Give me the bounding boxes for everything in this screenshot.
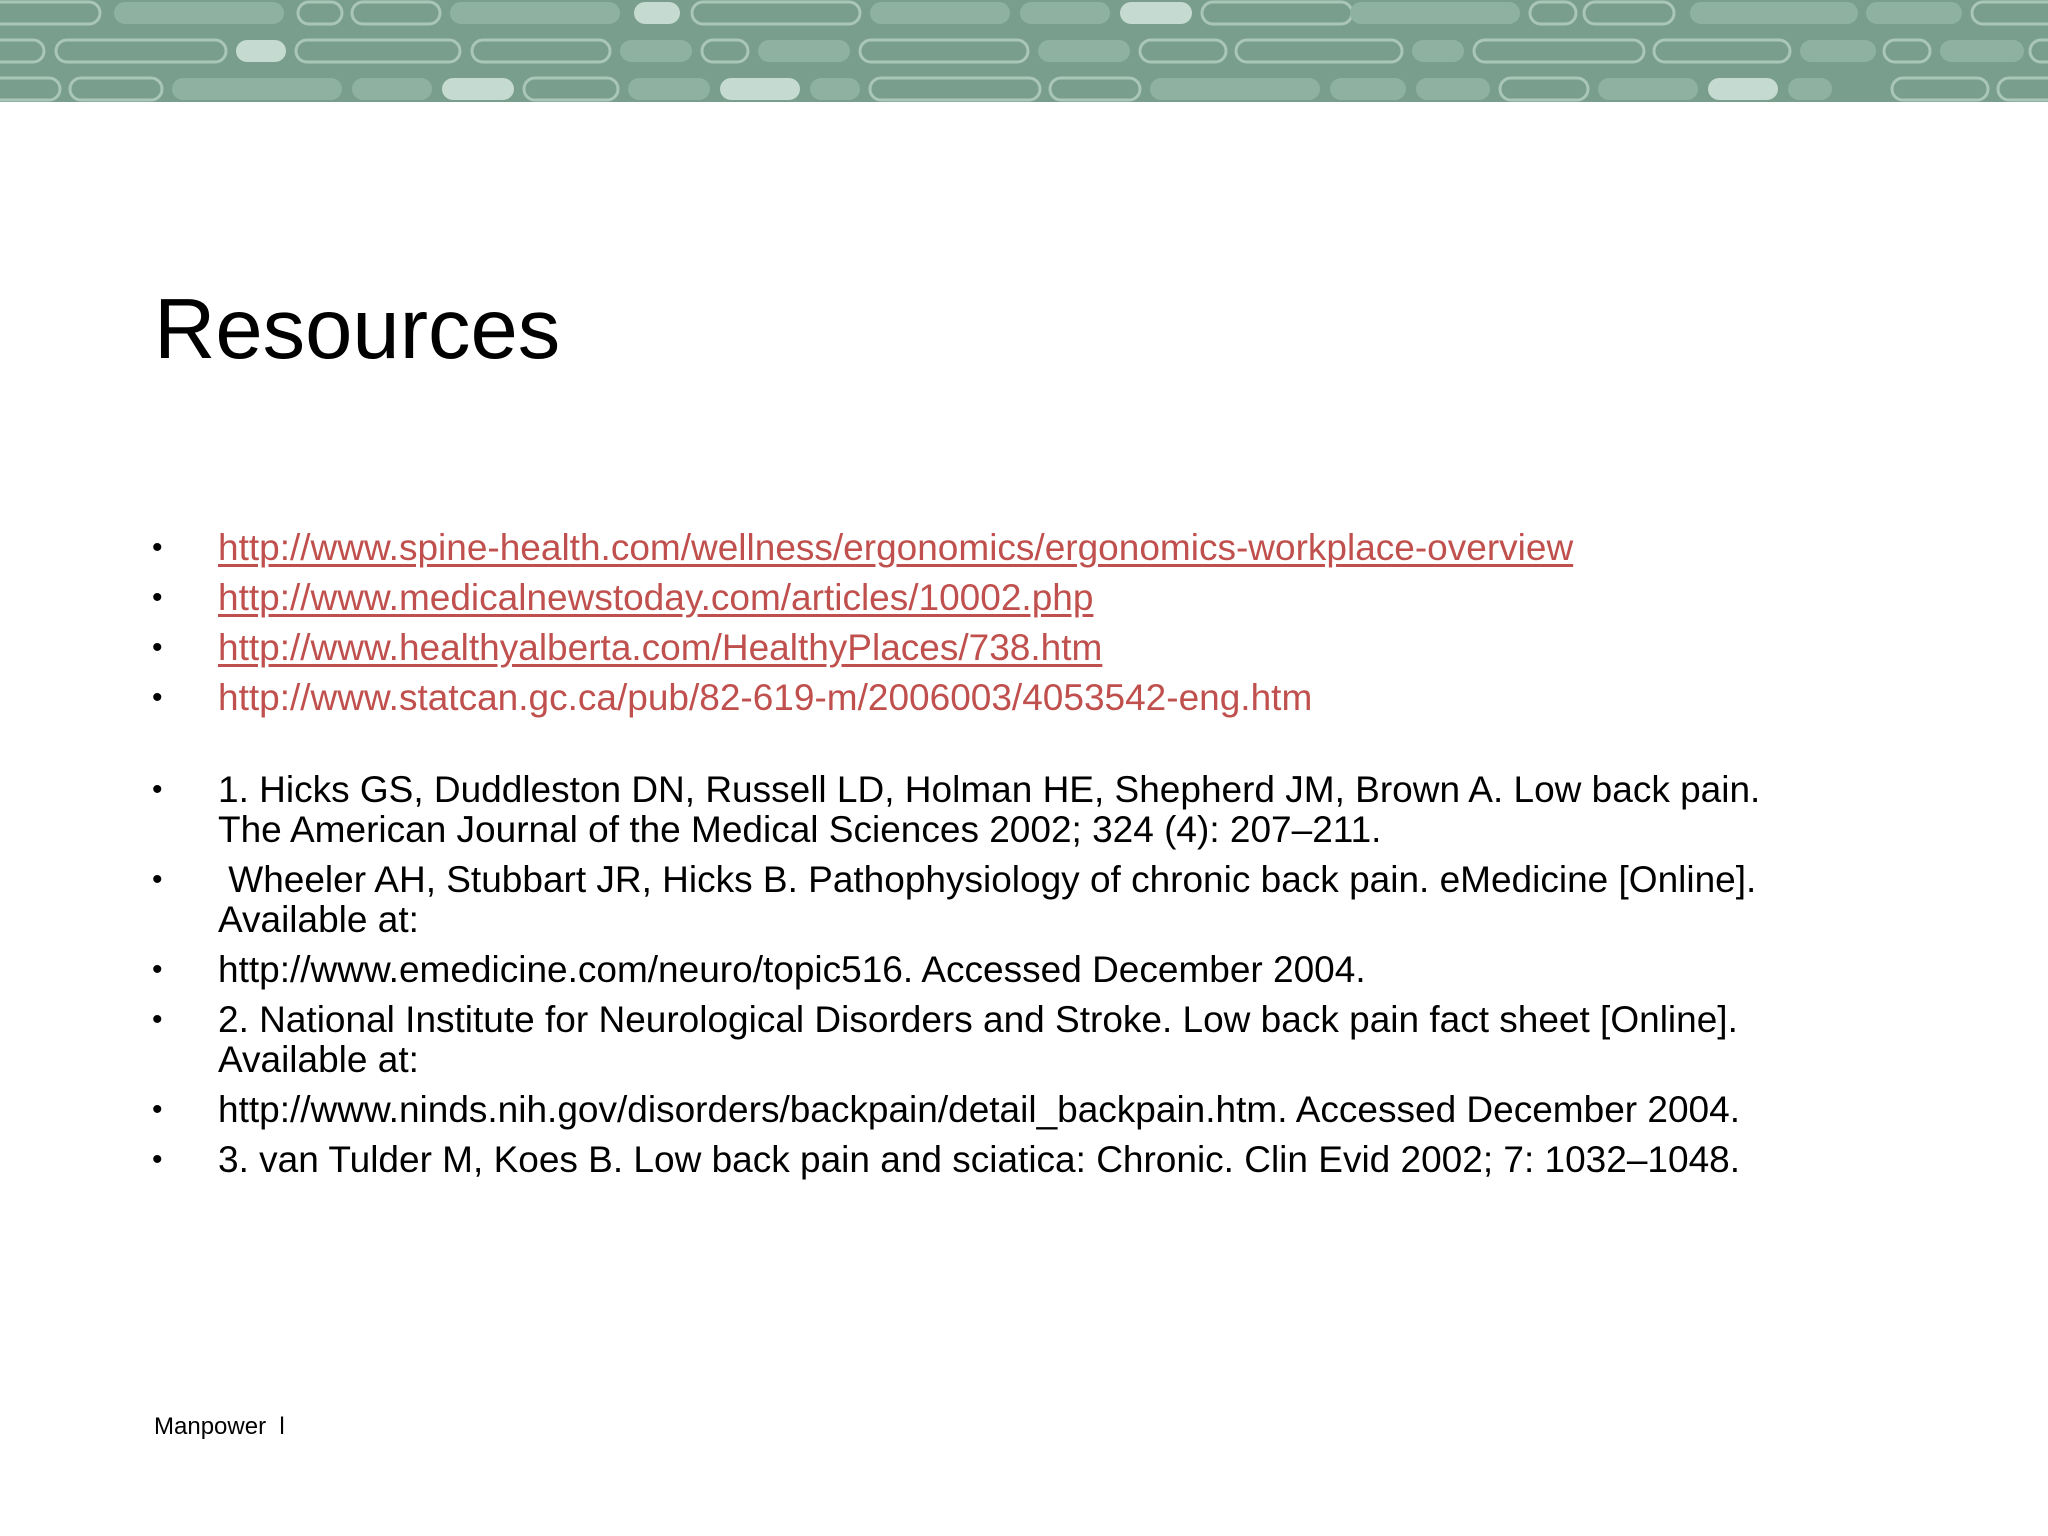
- list-item: [150, 1140, 1950, 1180]
- bullet-icon: •: [152, 681, 163, 714]
- resource-link-spine-health[interactable]: http://www.spine-health.com/wellness/ergonomics/ergonomics-workplace-overview: [218, 527, 1574, 568]
- references-list: [150, 770, 1950, 1180]
- reference-line: 1. Hicks GS, Duddleston DN, Russell LD, Holman HE, Shepherd JM, Brown A. Low back pain.: [218, 769, 1761, 810]
- resource-link-statcan: http://www.statcan.gc.ca/pub/82-619-m/2006003/4053542-eng.htm: [218, 677, 1313, 718]
- resource-link-healthy-alberta[interactable]: http://www.healthyalberta.com/HealthyPlaces/738.htm: [218, 627, 1103, 668]
- reference-line: Wheeler AH, Stubbart JR, Hicks B. Pathophysiology of chronic back pain. eMedicine [Online].: [218, 859, 1757, 900]
- footer-brand: Manpower l: [154, 1413, 285, 1440]
- reference-line: 2. National Institute for Neurological Disorders and Stroke. Low back pain fact sheet [Online].: [218, 999, 1738, 1040]
- list-item: [150, 950, 1950, 990]
- reference-line: http://www.emedicine.com/neuro/topic516. Accessed December 2004.: [218, 949, 1366, 990]
- slide-body: [150, 528, 1950, 1190]
- resource-link-medical-news-today[interactable]: http://www.medicalnewstoday.com/articles/10002.php: [218, 577, 1094, 618]
- bullet-icon: •: [152, 631, 163, 664]
- bullet-icon: •: [152, 581, 163, 614]
- bullet-icon: •: [152, 531, 163, 564]
- bullet-icon: •: [152, 1143, 163, 1176]
- bullet-icon: •: [152, 863, 163, 896]
- list-item: [150, 678, 1950, 718]
- reference-line: The American Journal of the Medical Sciences 2002; 324 (4): 207–211.: [218, 809, 1382, 850]
- bullet-icon: •: [152, 1003, 163, 1036]
- reference-line: http://www.ninds.nih.gov/disorders/backpain/detail_backpain.htm. Accessed December 2004.: [218, 1089, 1740, 1130]
- reference-line: Available at:: [218, 1039, 419, 1080]
- bullet-icon: •: [152, 1093, 163, 1126]
- list-item: [150, 578, 1950, 618]
- list-item: [150, 860, 1950, 940]
- slide-title: Resources: [154, 282, 561, 377]
- bullet-icon: •: [152, 953, 163, 986]
- resource-links-list: [150, 528, 1950, 718]
- list-item: [150, 770, 1950, 850]
- list-item: [150, 628, 1950, 668]
- list-item: [150, 1000, 1950, 1080]
- reference-line: 3. van Tulder M, Koes B. Low back pain and sciatica: Chronic. Clin Evid 2002; 7: 1032–1048.: [218, 1139, 1741, 1180]
- header-banner: [0, 0, 2048, 102]
- banner-pattern: [0, 0, 2048, 102]
- reference-line: Available at:: [218, 899, 419, 940]
- list-item: [150, 528, 1950, 568]
- bullet-icon: •: [152, 773, 163, 806]
- list-item: [150, 1090, 1950, 1130]
